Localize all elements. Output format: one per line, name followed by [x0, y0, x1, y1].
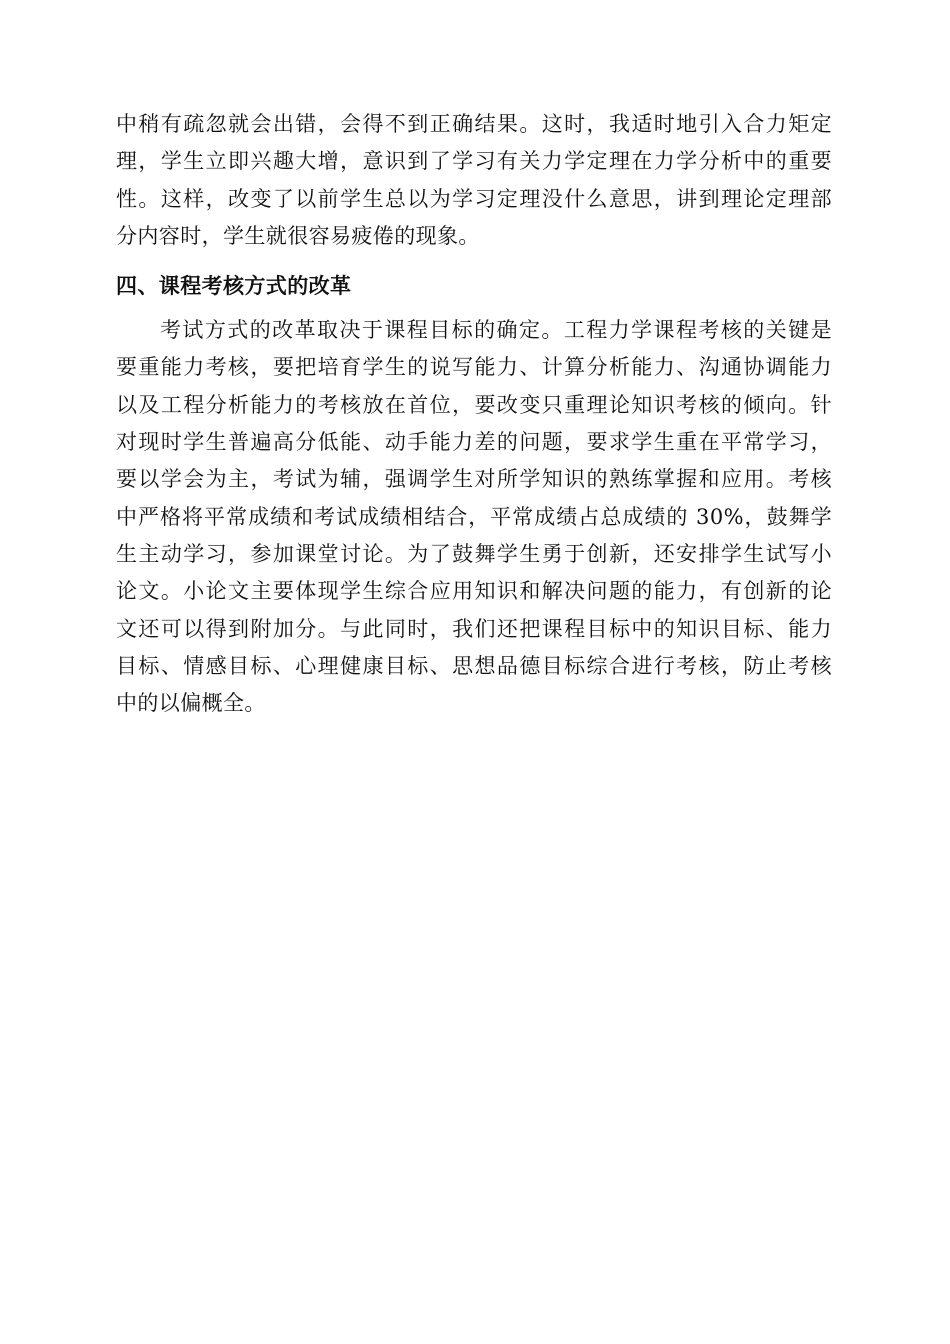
paragraph-line: 要以学会为主，考试为辅，强调学生对所学知识的熟练掌握和应用。考核	[116, 467, 832, 492]
paragraph-line: 理，学生立即兴趣大增，意识到了学习有关力学定理在力学分析中的重要	[116, 149, 832, 174]
paragraph-line: 中稍有疏忽就会出错，会得不到正确结果。这时，我适时地引入合力矩定	[116, 112, 832, 136]
paragraph-line: 文还可以得到附加分。与此同时，我们还把课程目标中的知识目标、能力	[116, 616, 832, 641]
document-page	[116, 106, 832, 722]
paragraph-line: 中的以偏概全。	[116, 691, 266, 716]
paragraph-line: 中严格将平常成绩和考试成绩相结合，平常成绩占总成绩的 30%，鼓舞学	[116, 504, 832, 529]
paragraph-line: 以及工程分析能力的考核放在首位，要改变只重理论知识考核的倾向。针	[116, 392, 832, 417]
paragraph-line: 生主动学习，参加课堂讨论。为了鼓舞学生勇于创新，还安排学生试写小	[116, 541, 832, 566]
paragraph-line: 分内容时，学生就很容易疲倦的现象。	[116, 223, 480, 248]
paragraph-continued	[116, 106, 832, 255]
paragraph-line: 考试方式的改革取决于课程目标的确定。工程力学课程考核的关键是	[160, 318, 832, 343]
section-heading: 四、课程考核方式的改革	[116, 274, 352, 299]
paragraph-line: 目标、情感目标、心理健康目标、思想品德目标综合进行考核，防止考核	[116, 653, 832, 678]
paragraph-exam-reform	[116, 312, 832, 722]
paragraph-line: 性。这样，改变了以前学生总以为学习定理没什么意思，讲到理论定理部	[116, 186, 832, 211]
paragraph-line: 论文。小论文主要体现学生综合应用知识和解决问题的能力，有创新的论	[116, 579, 832, 604]
paragraph-line: 对现时学生普遍高分低能、动手能力差的问题，要求学生重在平常学习，	[116, 430, 832, 455]
paragraph-line: 要重能力考核，要把培育学生的说写能力、计算分析能力、沟通协调能力	[116, 355, 832, 380]
